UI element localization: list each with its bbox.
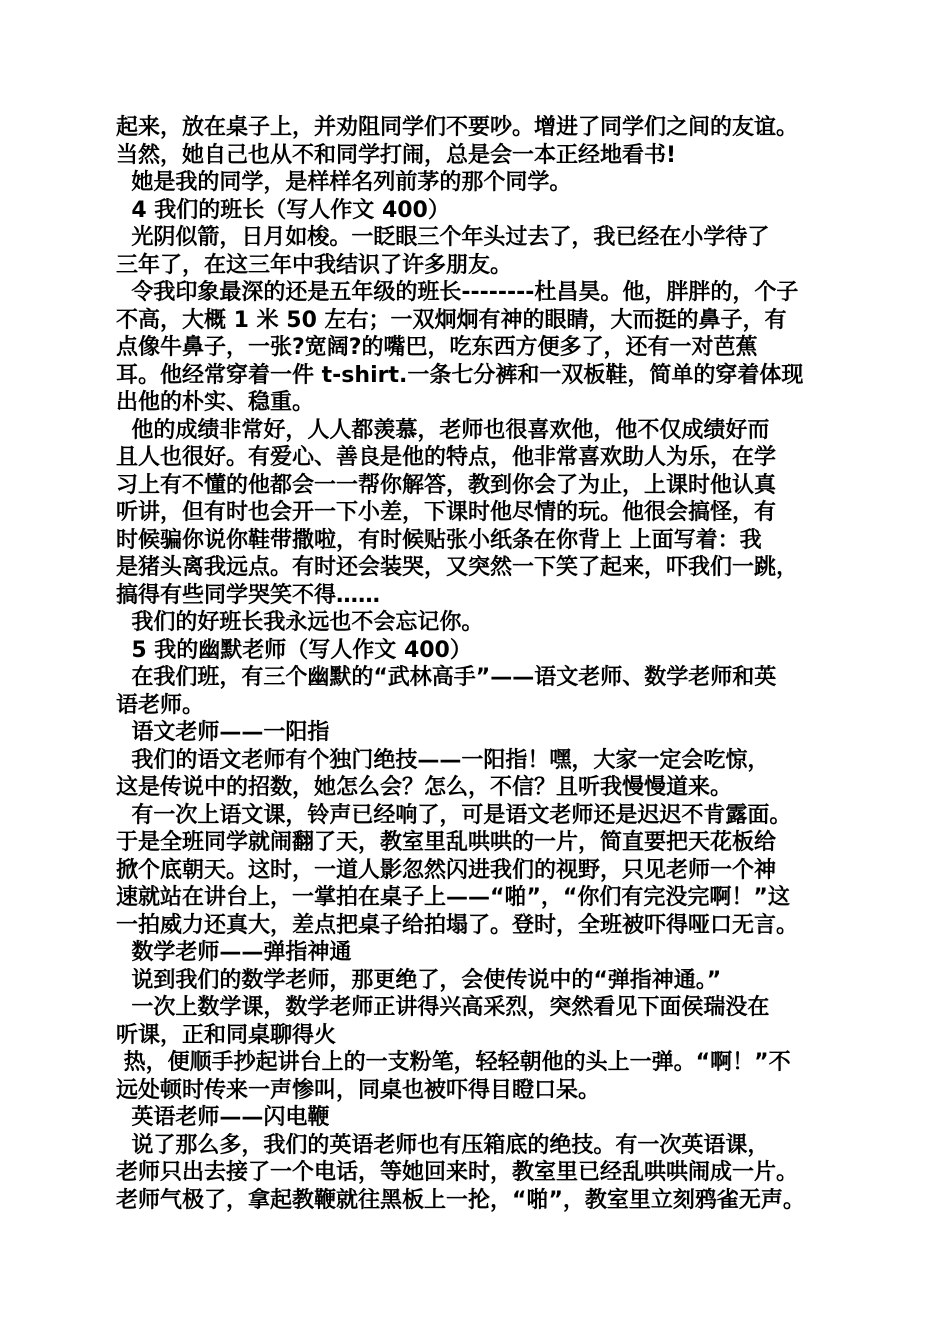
text-line: 习上有不懂的他都会一一帮你解答，教到你会了为止，上课时他认真 xyxy=(116,472,777,498)
text-line: 搞得有些同学哭笑不得…… xyxy=(116,582,381,608)
text-line: 在我们班，有三个幽默的“武林高手”——语文老师、数学老师和英 xyxy=(116,665,777,690)
text-line: 听课，正和同桌聊得火 xyxy=(116,1022,337,1048)
text-line: 于是全班同学就闹翻了天，教室里乱哄哄的一片，简直要把天花板给 xyxy=(116,830,777,855)
text-line: 一次上数学课，数学老师正讲得兴高采烈，突然看见下面侯瑞没在 xyxy=(116,995,770,1020)
text-line: 我们的语文老师有个独门绝技——一阳指！嘿，大家一定会吃惊， xyxy=(116,747,770,773)
text-line: 听讲，但有时也会开一下小差，下课时他尽情的玩。他很会搞怪，有 xyxy=(116,500,777,525)
text-line: 说到我们的数学老师，那更绝了，会使传说中的“弹指神通。” xyxy=(116,967,722,993)
text-line: 且人也很好。有爱心、善良是他的特点，他非常喜欢助人为乐，在学 xyxy=(116,445,777,470)
text-line: 老师气极了，拿起教鞭就往黑板上一抡，“啪”，教室里立刻鸦雀无声。 xyxy=(116,1187,805,1213)
text-line: 令我印象最深的还是五年级的班长--------杜昌昊。他，胖胖的，个子 xyxy=(116,280,799,305)
text-line: 语文老师——一阳指 xyxy=(116,720,330,745)
text-line: 出他的朴实、稳重。 xyxy=(116,390,315,415)
text-line: 英语老师——闪电鞭 xyxy=(116,1105,330,1130)
text-line: 远处顿时传来一声惨叫，同桌也被吓得目瞪口呆。 xyxy=(116,1077,601,1103)
text-line: 数学老师——弹指神通 xyxy=(116,940,352,965)
text-line: 速就站在讲台上，一掌拍在桌子上——“啪”，“你们有完没完啊！”这 xyxy=(116,885,790,910)
text-line: 语老师。 xyxy=(116,692,205,718)
text-line: 热，便顺手抄起讲台上的一支粉笔，轻轻朝他的头上一弹。“啊！”不 xyxy=(116,1050,791,1075)
text-line: 掀个底朝天。这时，一道人影忽然闪进我们的视野，只见老师一个神 xyxy=(116,857,777,883)
text-line: 三年了，在这三年中我结识了许多朋友。 xyxy=(116,252,513,278)
text-line: 一拍威力还真大，差点把桌子给拍塌了。登时，全班被吓得哑口无言。 xyxy=(116,912,799,938)
text-line: 说了那么多，我们的英语老师也有压箱底的绝技。有一次英语课， xyxy=(116,1132,770,1158)
text-line: 点像牛鼻子，一张?宽阔?的嘴巴，吃东西方便多了，还有一对芭蕉 xyxy=(116,335,758,360)
text-line: 5 我的幽默老师（写人作文 400） xyxy=(116,637,472,663)
text-line: 不高，大概 1 米 50 左右；一双炯炯有神的眼睛，大而挺的鼻子，有 xyxy=(116,307,787,333)
article-text xyxy=(116,114,876,1214)
text-line: 起来，放在桌子上，并劝阻同学们不要吵。增进了同学们之间的友谊。 xyxy=(116,115,799,140)
text-line: 我们的好班长我永远也不会忘记你。 xyxy=(116,610,484,635)
text-line: 他的成绩非常好，人人都羡慕，老师也很喜欢他，他不仅成绩好而 xyxy=(116,417,770,443)
text-line: 是猪头离我远点。有时还会装哭，又突然一下笑了起来，吓我们一跳， xyxy=(116,555,799,580)
text-line: 这是传说中的招数，她怎么会？怎么，不信？且听我慢慢道来。 xyxy=(116,775,733,800)
text-line: 有一次上语文课，铃声已经响了，可是语文老师还是迟迟不肯露面。 xyxy=(116,802,792,828)
text-line: 时候骗你说你鞋带撒啦，有时候贴张小纸条在你背上 上面写着：我 xyxy=(116,527,762,553)
text-line: 当然，她自己也从不和同学打闹，总是会一本正经地看书! xyxy=(116,142,677,168)
text-line: 老师只出去接了一个电话，等她回来时，教室里已经乱哄哄闹成一片。 xyxy=(116,1160,799,1185)
text-line: 光阴似箭，日月如梭。一眨眼三个年头过去了，我已经在小学待了 xyxy=(116,225,770,250)
text-line: 她是我的同学，是样样名列前茅的那个同学。 xyxy=(116,170,572,195)
text-line: 耳。他经常穿着一件 t-shirt.一条七分裤和一双板鞋，简单的穿着体现 xyxy=(116,362,804,388)
text-line: 4 我们的班长（写人作文 400） xyxy=(116,197,450,223)
